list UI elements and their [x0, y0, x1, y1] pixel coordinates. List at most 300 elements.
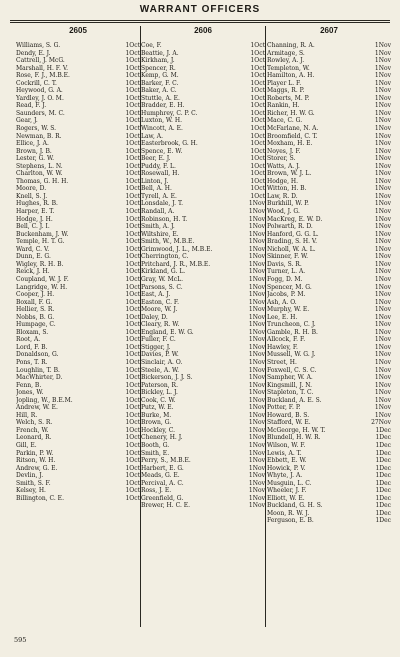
list-item	[16, 42, 140, 50]
officer-name: Fogg, D. M.	[267, 275, 303, 283]
seniority-date: 1Oct	[125, 87, 140, 95]
list-item	[267, 427, 391, 435]
list-item	[141, 125, 265, 133]
officer-name: Donaldson, G.	[16, 351, 59, 359]
list-item	[267, 404, 391, 412]
officer-name: Noyes, J. F.	[267, 147, 301, 155]
seniority-date: 1Nov	[374, 275, 391, 283]
list-item	[267, 472, 391, 480]
list-item	[267, 442, 391, 450]
list-item	[141, 389, 265, 397]
seniority-date: 1Oct	[125, 434, 140, 442]
officer-name: Bloxam, S.	[16, 328, 49, 336]
list-item	[267, 510, 391, 518]
seniority-date: 1Oct	[125, 283, 140, 291]
list-item	[141, 397, 265, 405]
list-item	[16, 231, 140, 239]
officer-name: Hockley, C.	[141, 426, 176, 434]
list-item	[267, 117, 391, 125]
officer-name: Robinson, H. T.	[141, 215, 188, 223]
seniority-date: 1Oct	[250, 72, 265, 80]
officer-name: Thomas, G. H. H.	[16, 177, 69, 185]
officer-name: Randall, A.	[141, 208, 175, 216]
list-item	[141, 480, 265, 488]
list-item	[267, 389, 391, 397]
officer-name: Tyrell, A. E.	[141, 192, 177, 200]
seniority-date: 1Nov	[374, 117, 391, 125]
list-item	[141, 193, 265, 201]
officer-name: Loughlin, T. B.	[16, 366, 60, 374]
officer-name: Leonard, R.	[16, 434, 52, 442]
officer-name: Brewer, H. C. E.	[141, 502, 191, 510]
list-item	[141, 42, 265, 50]
list-item	[16, 102, 140, 110]
seniority-date: 1Nov	[248, 253, 265, 261]
seniority-date: 1Nov	[248, 366, 265, 374]
officer-name: Foxwell, C. S. C.	[267, 366, 317, 374]
officer-name: Williams, S. G.	[16, 42, 61, 49]
list-item	[141, 472, 265, 480]
seniority-date: 1Nov	[248, 291, 265, 299]
seniority-date: 1Oct	[125, 49, 140, 57]
officer-name: Law, R. D.	[267, 192, 298, 200]
list-item	[16, 434, 140, 442]
officer-name: Putz, W. E.	[141, 404, 174, 412]
seniority-date: 1Nov	[248, 208, 265, 216]
officer-name: Spence, E. W.	[141, 147, 183, 155]
officer-name: Read, F. J.	[16, 102, 47, 110]
seniority-date: 1Nov	[374, 215, 391, 223]
officer-name: Fenn, B.	[16, 381, 42, 389]
officer-name: Brown, G.	[141, 419, 172, 427]
seniority-date: 1Nov	[374, 374, 391, 382]
list-item	[267, 133, 391, 141]
seniority-date: 1Nov	[374, 192, 391, 200]
officer-name: Baker, A. C.	[141, 87, 177, 95]
officer-name: Wheeler, J. F.	[267, 487, 307, 495]
list-item	[141, 351, 265, 359]
officer-name: Buckland, A. E. S.	[267, 396, 322, 404]
officer-name: Blundell, H. W. R.	[267, 434, 321, 442]
seniority-date: 1Nov	[374, 298, 391, 306]
column-rows	[267, 42, 391, 525]
officer-name: Wiltshire, E.	[141, 230, 179, 238]
seniority-date: 1Nov	[374, 321, 391, 329]
list-item	[267, 80, 391, 88]
officer-name: Kirkland, G. L.	[141, 268, 186, 276]
seniority-date: 1Oct	[250, 192, 265, 200]
list-item	[16, 284, 140, 292]
seniority-date: 27Nov	[371, 419, 391, 427]
officer-name: Sampher, W. A.	[267, 374, 313, 382]
seniority-date: 1Dec	[375, 441, 391, 449]
list-item	[16, 404, 140, 412]
officer-name: Fuller, F. C.	[141, 336, 176, 344]
officer-name: Boxall, F. G.	[16, 298, 53, 306]
officer-name: Murphy, W. E.	[267, 306, 310, 314]
seniority-date: 1Dec	[375, 449, 391, 457]
officer-name: Nicholl, W. A. L.	[267, 245, 316, 253]
seniority-date: 1Oct	[125, 343, 140, 351]
officer-name: Luxton, W. H.	[141, 117, 183, 125]
list-item	[141, 367, 265, 375]
header-rule-double	[10, 22, 390, 23]
officer-name: Lonsdale, J. T.	[141, 200, 184, 208]
seniority-date: 1Nov	[248, 426, 265, 434]
officer-name: Moore, W. J.	[141, 306, 178, 314]
seniority-date: 1Oct	[125, 64, 140, 72]
seniority-date: 1Nov	[374, 94, 391, 102]
seniority-date: 1Nov	[248, 449, 265, 457]
list-item	[141, 502, 265, 510]
list-item	[141, 231, 265, 239]
list-item	[141, 208, 265, 216]
seniority-date: 1Nov	[374, 208, 391, 216]
list-item	[267, 299, 391, 307]
seniority-date: 1Nov	[248, 389, 265, 397]
officer-name: Broomfield, C. T.	[267, 132, 318, 140]
list-item	[16, 412, 140, 420]
seniority-date: 1Oct	[125, 208, 140, 216]
list-item	[16, 125, 140, 133]
list-item	[267, 419, 391, 427]
officer-name: Cleary, R. W.	[141, 321, 180, 329]
seniority-date: 1Nov	[374, 358, 391, 366]
officer-name: Maggs, R. P.	[267, 87, 305, 95]
seniority-date: 1Oct	[125, 374, 140, 382]
officer-name: Temple, H. T. G.	[16, 238, 65, 246]
officer-name: Burke, M.	[141, 411, 172, 419]
seniority-date: 1Nov	[374, 245, 391, 253]
officer-name: Wincott, A. E.	[141, 125, 183, 133]
list-item	[141, 442, 265, 450]
list-item	[267, 517, 391, 525]
seniority-date: 1Oct	[125, 117, 140, 125]
officer-name: Player L. F.	[267, 79, 302, 87]
officer-name: French, W.	[16, 426, 49, 434]
seniority-date: 1Nov	[248, 328, 265, 336]
column-rows	[16, 42, 140, 502]
seniority-date: 1Nov	[248, 374, 265, 382]
officer-name: Nobbs, B. G.	[16, 313, 55, 321]
list-item	[141, 450, 265, 458]
seniority-date: 1Nov	[248, 464, 265, 472]
list-item	[16, 321, 140, 329]
seniority-date: 1Nov	[374, 389, 391, 397]
officer-name: Stephens, L. N.	[16, 162, 63, 170]
officer-name: Hodge, H.	[267, 177, 299, 185]
list-item	[267, 495, 391, 503]
list-item	[267, 231, 391, 239]
seniority-date: 1Oct	[125, 253, 140, 261]
list-item	[16, 291, 140, 299]
officer-name: Rowley, A. J.	[267, 57, 305, 65]
seniority-date: 1Nov	[374, 230, 391, 238]
officer-name: Andrew, G. E.	[16, 464, 58, 472]
officer-name: Street, H.	[267, 358, 297, 366]
officer-name: Lord, F. B.	[16, 343, 48, 351]
officer-name: Stuttle, A. E.	[141, 94, 180, 102]
officer-name: Hellier, S. R.	[16, 306, 55, 314]
officer-name: Kemp, G. M.	[141, 72, 179, 80]
list-item	[267, 155, 391, 163]
list-item	[267, 125, 391, 133]
seniority-date: 1Oct	[125, 411, 140, 419]
list-item	[141, 110, 265, 118]
officer-name: Truncheon, C. J.	[267, 321, 316, 329]
seniority-date: 1Nov	[374, 260, 391, 268]
officer-name: Puddy, F. L.	[141, 162, 176, 170]
seniority-date: 1Oct	[250, 155, 265, 163]
list-item	[267, 72, 391, 80]
officer-name: Coe, F.	[141, 42, 162, 49]
seniority-date: 1Nov	[374, 283, 391, 291]
list-item	[267, 95, 391, 103]
officer-name: McGeorge, H. W. T.	[267, 426, 326, 434]
list-item	[16, 457, 140, 465]
list-item	[16, 397, 140, 405]
officer-name: Channing, R. A.	[267, 42, 315, 49]
officer-name: Stafford, W. E.	[267, 419, 311, 427]
list-item	[267, 185, 391, 193]
officer-name: Allcock, F. F.	[267, 336, 306, 344]
seniority-date: 1Dec	[375, 494, 391, 502]
list-item	[267, 397, 391, 405]
officer-name: Gear, J.	[16, 117, 38, 125]
list-item	[16, 155, 140, 163]
officer-name: Pons, T. R.	[16, 358, 48, 366]
officer-name: Kingsmill, J. N.	[267, 381, 312, 389]
officer-name: Steele, A. W.	[141, 366, 180, 374]
list-item	[267, 87, 391, 95]
officer-name: Mace, C. G.	[267, 117, 303, 125]
seniority-date: 1Oct	[125, 57, 140, 65]
list-item	[141, 314, 265, 322]
list-item	[16, 223, 140, 231]
officer-name: Burkhill, W. P.	[267, 200, 309, 208]
seniority-date: 1Nov	[374, 177, 391, 185]
seniority-date: 1Nov	[374, 238, 391, 246]
list-item	[267, 253, 391, 261]
list-item	[16, 276, 140, 284]
seniority-date: 1Nov	[374, 381, 391, 389]
officer-name: Easton, C. F.	[141, 298, 180, 306]
seniority-date: 1Nov	[374, 102, 391, 110]
officer-name: Percival, A. C.	[141, 479, 184, 487]
list-item	[141, 299, 265, 307]
officer-name: Linton, J.	[141, 177, 169, 185]
seniority-date: 1Nov	[374, 404, 391, 412]
officer-name: Potter, F. P.	[267, 404, 301, 412]
seniority-date: 1Oct	[250, 117, 265, 125]
seniority-date: 1Nov	[374, 155, 391, 163]
seniority-date: 1Nov	[248, 260, 265, 268]
officer-name: Booth, G.	[141, 441, 170, 449]
officer-name: Wigley, R. H. B.	[16, 260, 64, 268]
officer-name: Brown, J. B.	[16, 147, 52, 155]
list-item	[267, 65, 391, 73]
officer-name: Yardley, J. O. M.	[16, 94, 64, 102]
list-item	[267, 306, 391, 314]
list-item	[16, 344, 140, 352]
list-item	[141, 336, 265, 344]
list-item	[141, 72, 265, 80]
seniority-date: 1Nov	[248, 230, 265, 238]
list-item	[141, 102, 265, 110]
officer-name: Law, A.	[141, 132, 164, 140]
seniority-date: 1Nov	[248, 321, 265, 329]
column-number: 2606	[194, 26, 212, 35]
seniority-date: 1Oct	[250, 147, 265, 155]
officer-name: MacKreg, E. W. D.	[267, 215, 323, 223]
list-item	[16, 495, 140, 503]
officer-name: Langridge, W. H.	[16, 283, 68, 291]
list-item	[267, 457, 391, 465]
list-item	[267, 374, 391, 382]
officer-name: Buckland, G. H. S.	[267, 502, 323, 510]
list-item	[16, 87, 140, 95]
seniority-date: 1Oct	[250, 64, 265, 72]
seniority-date: 1Oct	[250, 177, 265, 185]
officer-name: Saunders, M. C.	[16, 109, 65, 117]
seniority-date: 1Nov	[374, 64, 391, 72]
officer-name: Meads, G. E.	[141, 472, 180, 480]
list-item	[267, 344, 391, 352]
seniority-date: 1Oct	[125, 321, 140, 329]
officer-name: Paterson, R.	[141, 381, 178, 389]
officer-name: Gill, E.	[16, 441, 37, 449]
officer-name: Barker, F. C.	[141, 79, 179, 87]
seniority-date: 1Oct	[125, 223, 140, 231]
column-2	[141, 26, 265, 510]
list-item	[141, 321, 265, 329]
seniority-date: 1Oct	[250, 132, 265, 140]
officer-name: Rogers, W. S.	[16, 125, 57, 133]
list-item	[16, 140, 140, 148]
list-item	[141, 329, 265, 337]
seniority-date: 1Nov	[248, 245, 265, 253]
seniority-date: 1Nov	[374, 87, 391, 95]
seniority-date: 1Nov	[248, 200, 265, 208]
seniority-date: 1Nov	[374, 336, 391, 344]
officer-name: Armitage, S.	[267, 49, 305, 57]
officer-name: Ward, C. V.	[16, 245, 50, 253]
list-item	[16, 329, 140, 337]
officer-name: Andrew, W. E.	[16, 404, 58, 412]
officer-name: Bradder, E. H.	[141, 102, 185, 110]
seniority-date: 1Oct	[125, 306, 140, 314]
seniority-date: 1Oct	[250, 102, 265, 110]
seniority-date: 1Oct	[250, 49, 265, 57]
officer-name: Watts, A. J.	[267, 162, 300, 170]
list-item	[16, 351, 140, 359]
list-item	[141, 374, 265, 382]
list-item	[141, 170, 265, 178]
list-item	[16, 336, 140, 344]
seniority-date: 1Oct	[250, 109, 265, 117]
officer-name: Howard, B. S.	[267, 411, 310, 419]
seniority-date: 1Dec	[375, 487, 391, 495]
list-item	[16, 427, 140, 435]
officer-name: McFarlane, N. A.	[267, 125, 319, 133]
officer-name: Harper, E. T.	[16, 208, 55, 216]
seniority-date: 1Oct	[125, 479, 140, 487]
officer-name: Howick, P. V.	[267, 464, 306, 472]
list-item	[267, 412, 391, 420]
list-item	[141, 57, 265, 65]
seniority-date: 1Oct	[125, 170, 140, 178]
officer-name: Jopling, W., B.E.M.	[16, 396, 73, 404]
seniority-date: 1Nov	[374, 132, 391, 140]
list-item	[267, 434, 391, 442]
list-item	[267, 261, 391, 269]
list-item	[267, 178, 391, 186]
officer-name: Moon, R. W. J.	[267, 509, 310, 517]
seniority-date: 1Oct	[125, 366, 140, 374]
seniority-date: 1Nov	[374, 140, 391, 148]
officer-name: Heywood, G. A.	[16, 87, 63, 95]
list-item	[267, 268, 391, 276]
list-item	[141, 427, 265, 435]
seniority-date: 1Nov	[248, 358, 265, 366]
seniority-date: 1Nov	[374, 109, 391, 117]
list-item	[16, 465, 140, 473]
seniority-date: 1Nov	[374, 79, 391, 87]
officer-name: Hamilton, A. H.	[267, 72, 315, 80]
list-item	[16, 419, 140, 427]
officer-name: Smith, W., M.B.E.	[141, 238, 195, 246]
officer-name: Smith, E.	[141, 449, 170, 457]
officer-name: MacWhirter, D.	[16, 374, 63, 382]
list-item	[267, 314, 391, 322]
officer-name: Stapleton, T. C.	[267, 389, 314, 397]
seniority-date: 1Oct	[125, 396, 140, 404]
officer-name: Roberts, M. P.	[267, 94, 310, 102]
list-item	[267, 148, 391, 156]
officer-name: Cooper, J. H.	[16, 291, 55, 299]
seniority-date: 1Oct	[125, 192, 140, 200]
seniority-date: 1Oct	[125, 125, 140, 133]
officer-name: Rose, F. J., M.B.E.	[16, 72, 70, 80]
officer-name: Kelsey, H.	[16, 487, 46, 495]
list-item	[267, 57, 391, 65]
list-item	[267, 450, 391, 458]
seniority-date: 1Nov	[248, 313, 265, 321]
officer-name: Templeton, W.	[267, 64, 310, 72]
list-item	[141, 344, 265, 352]
seniority-date: 1Oct	[125, 404, 140, 412]
seniority-date: 1Oct	[125, 328, 140, 336]
list-item	[16, 487, 140, 495]
officer-name: Spencer, R.	[141, 64, 176, 72]
list-item	[141, 200, 265, 208]
seniority-date: 1Oct	[250, 170, 265, 178]
seniority-date: 1Oct	[250, 125, 265, 133]
seniority-date: 1Nov	[248, 404, 265, 412]
list-item	[267, 382, 391, 390]
seniority-date: 1Dec	[375, 517, 391, 525]
column-1	[16, 26, 140, 502]
officer-name: Spencer, M. G.	[267, 283, 312, 291]
seniority-date: 1Nov	[248, 472, 265, 480]
officer-name: Parkin, P. W.	[16, 449, 54, 457]
officer-name: Chenery, H. J.	[141, 434, 183, 442]
seniority-date: 1Oct	[125, 275, 140, 283]
seniority-date: 1Oct	[250, 42, 265, 49]
officer-name: Newman, B. R.	[16, 132, 62, 140]
list-item	[141, 238, 265, 246]
list-item	[141, 495, 265, 503]
